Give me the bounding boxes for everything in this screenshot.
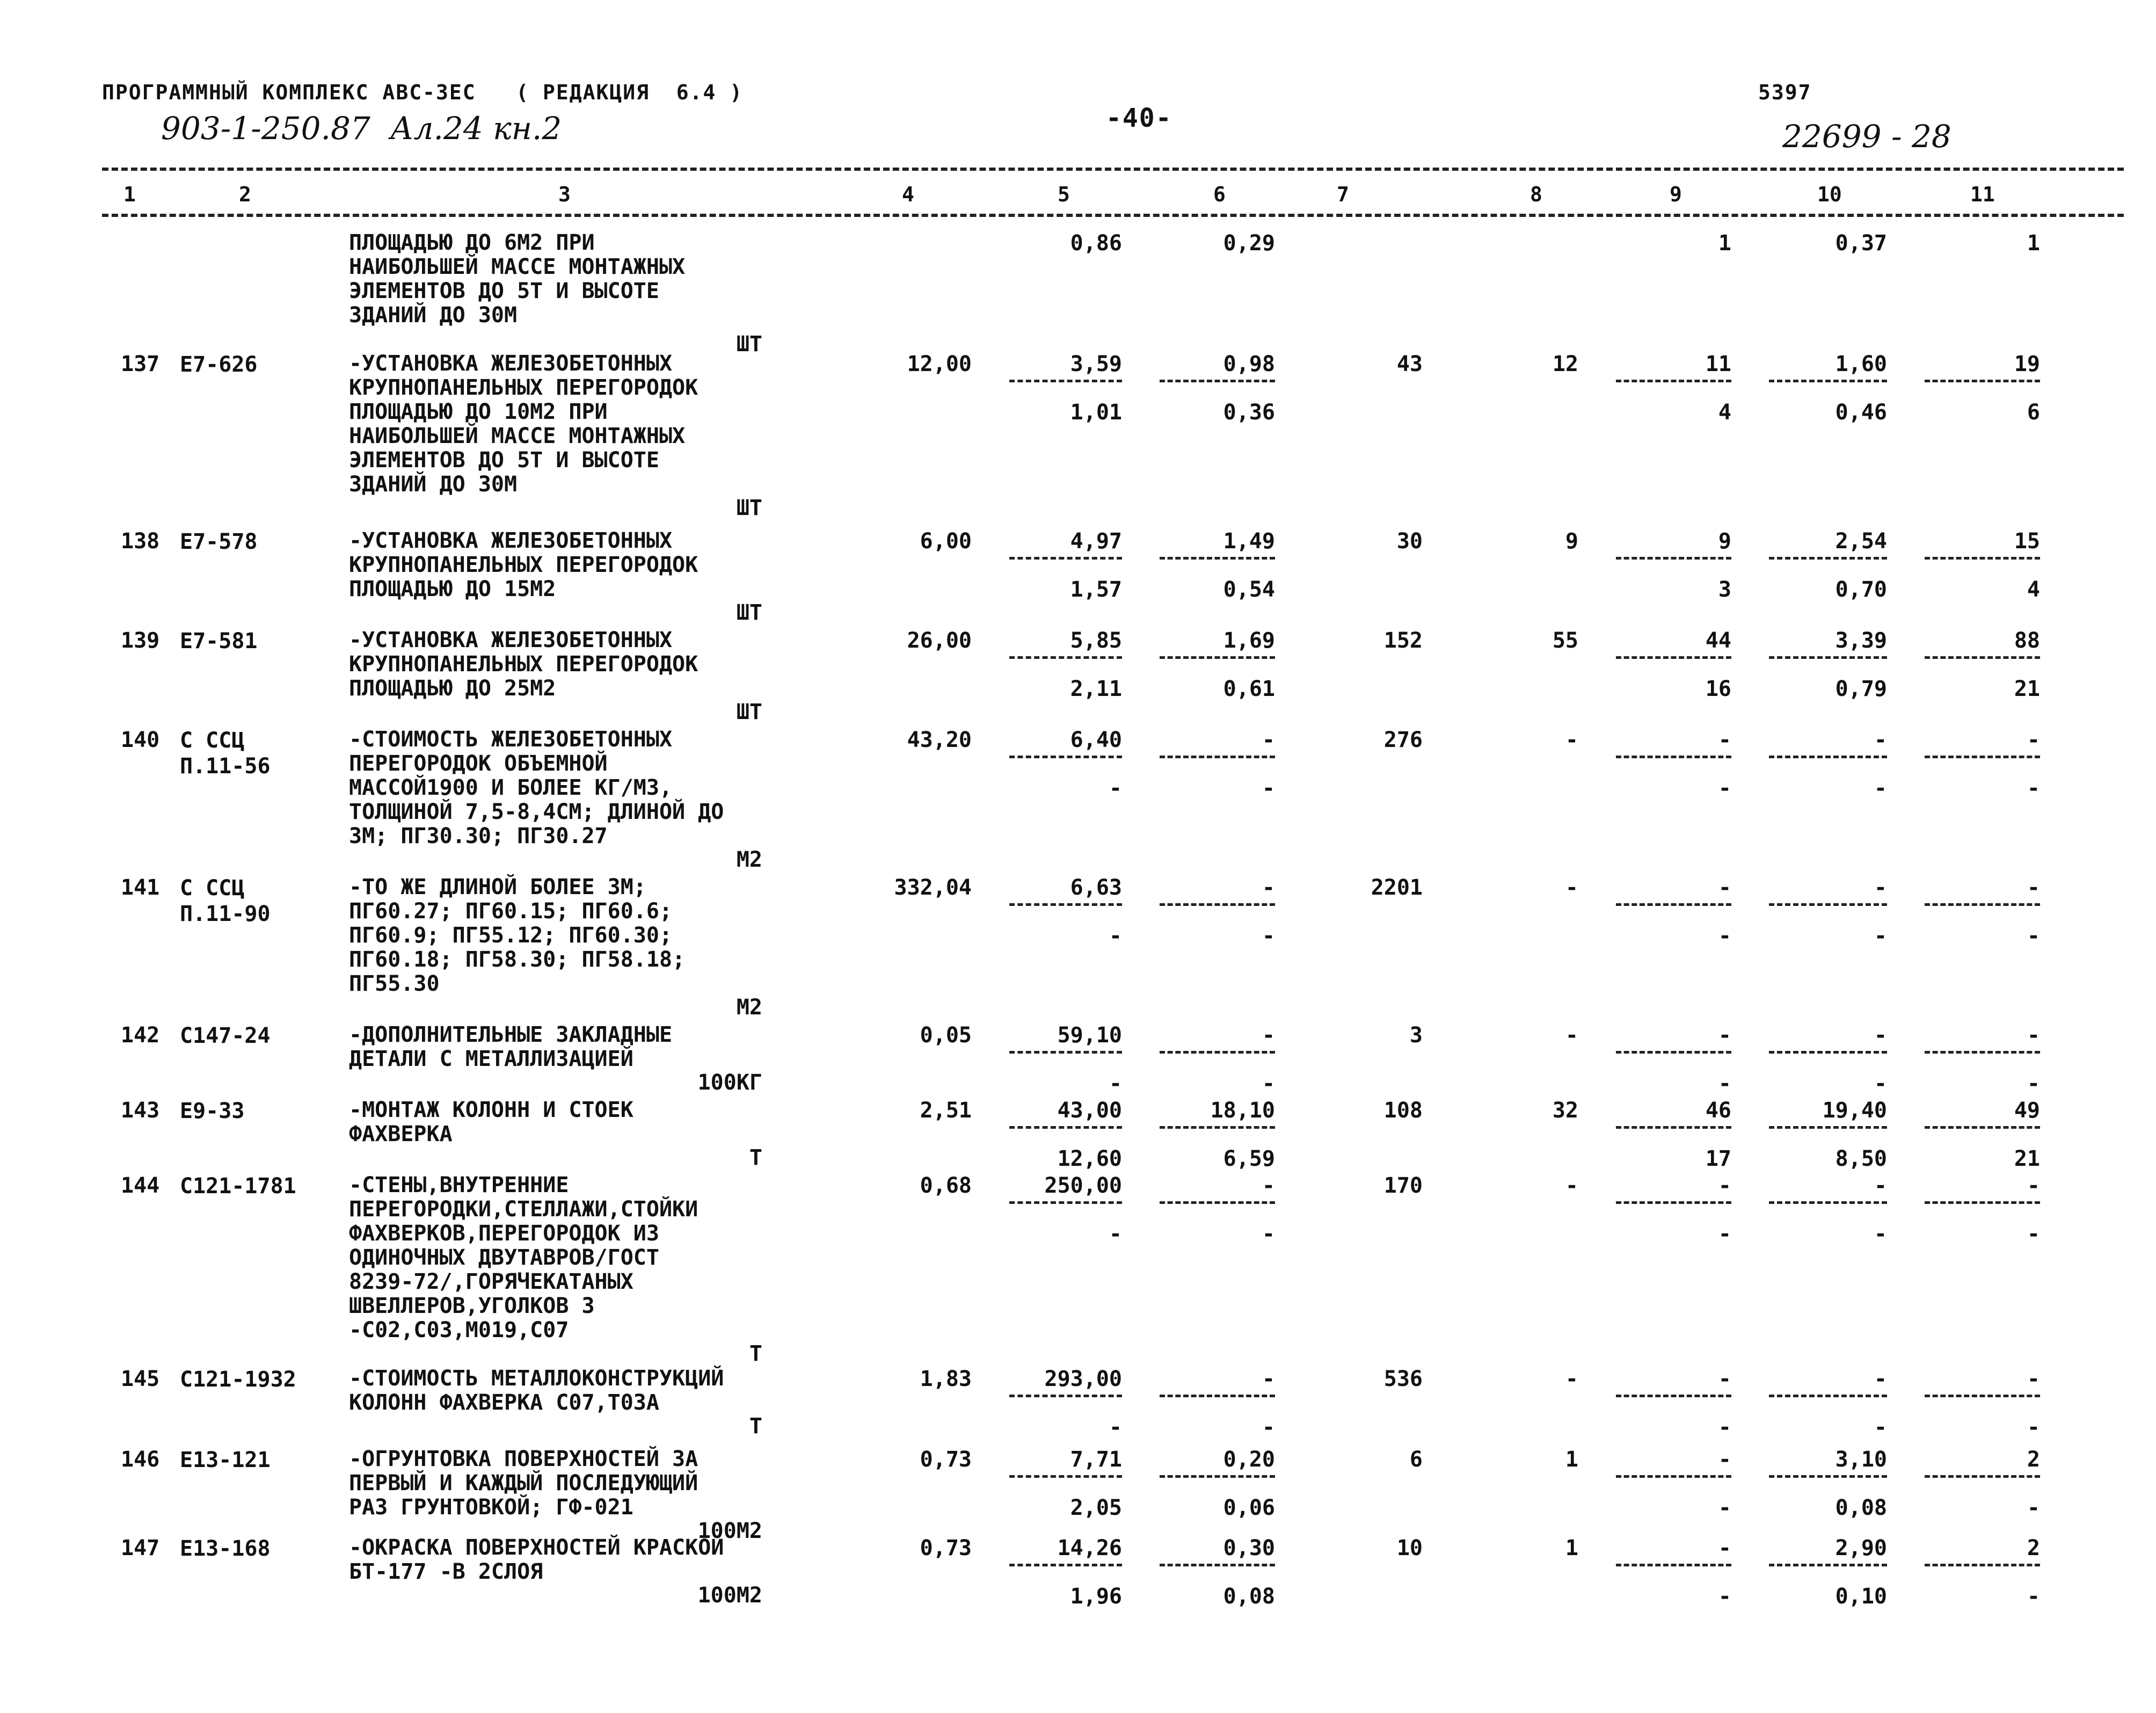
- value-c9: -: [1718, 728, 1731, 752]
- value-qty: 26,00: [907, 628, 972, 653]
- value-qty: 0,05: [920, 1023, 972, 1048]
- value-divider: [1160, 380, 1275, 382]
- row-unit: Т: [749, 1145, 762, 1170]
- value-divider: [1769, 1395, 1887, 1397]
- value-qty: 43,20: [907, 728, 972, 752]
- col-2-label: 2: [239, 183, 251, 206]
- value-c6-lower: 0,06: [1223, 1496, 1275, 1520]
- value-c11: -: [2027, 1367, 2040, 1391]
- value-c6-lower: -: [1262, 1071, 1275, 1096]
- value-c10-lower: -: [1874, 1415, 1887, 1440]
- value-c8: -: [1565, 1173, 1578, 1198]
- handwritten-reference-left: 903-1-250.87 Ал.24 кн.2: [161, 110, 562, 147]
- row-description: -УСТАНОВКА ЖЕЛЕЗОБЕТОННЫХ КРУПНОПАНЕЛЬНЫХ ПЕРЕГОРОДОК ПЛОЩАДЬЮ ДО 15М2: [349, 528, 698, 601]
- value-c6: -: [1262, 1023, 1275, 1048]
- value-c9-lower: -: [1718, 924, 1731, 948]
- value-c5: 293,00: [1044, 1367, 1122, 1391]
- row-number: 145: [121, 1367, 160, 1391]
- value-c7: 536: [1383, 1367, 1423, 1391]
- row-unit: М2: [736, 995, 762, 1020]
- row-code: Е7-578: [180, 529, 258, 554]
- value-c5: 59,10: [1057, 1023, 1122, 1048]
- row-unit: ШТ: [736, 332, 762, 357]
- value-divider: [1616, 380, 1731, 382]
- value-c9: -: [1718, 1173, 1731, 1198]
- col-7-label: 7: [1337, 183, 1349, 206]
- value-c11: -: [2027, 728, 2040, 752]
- value-c11-lower: 4: [2027, 577, 2040, 602]
- table-row: [0, 529, 2156, 628]
- value-divider: [1160, 557, 1275, 560]
- value-c10-lower: -: [1874, 1071, 1887, 1096]
- corner-number: 5397: [1758, 81, 1812, 104]
- value-c6: -: [1262, 875, 1275, 900]
- row-description: -СТОИМОСТЬ МЕТАЛЛОКОНСТРУКЦИЙ КОЛОНН ФАХВЕРКА С07,Т03А: [349, 1366, 724, 1415]
- value-divider: [1009, 1395, 1122, 1397]
- row-code: С147-24: [180, 1024, 271, 1048]
- value-c5: 3,59: [1070, 352, 1122, 376]
- row-code: С121-1781: [180, 1174, 296, 1199]
- value-c11-lower: 6: [2027, 400, 2040, 425]
- value-c5: 5,85: [1070, 628, 1122, 653]
- row-number: 139: [121, 628, 160, 653]
- row-number: 141: [121, 875, 160, 900]
- value-divider: [1616, 1475, 1731, 1478]
- value-divider: [1160, 1051, 1275, 1054]
- value-c9-lower: 16: [1705, 677, 1731, 701]
- value-qty: 0,73: [920, 1447, 972, 1472]
- value-c11-lower: -: [2027, 1415, 2040, 1440]
- value-c9: 46: [1705, 1098, 1731, 1123]
- value-divider: [1009, 557, 1122, 560]
- value-c9-lower: -: [1718, 1222, 1731, 1246]
- value-c6: 18,10: [1210, 1098, 1275, 1123]
- value-divider: [1616, 557, 1731, 560]
- row-code: С ССЦ П.11-90: [180, 876, 271, 926]
- value-c10: -: [1874, 1173, 1887, 1198]
- value-divider: [1616, 756, 1731, 758]
- row-description: -ДОПОЛНИТЕЛЬНЫЕ ЗАКЛАДНЫЕ ДЕТАЛИ С МЕТАЛЛИЗАЦИЕЙ: [349, 1022, 673, 1071]
- value-divider: [1009, 1051, 1122, 1054]
- value-c10: 3,39: [1835, 628, 1887, 653]
- value-c10: -: [1874, 1367, 1887, 1391]
- value-c7: 43: [1396, 352, 1423, 376]
- value-c5-lower: 1,01: [1070, 400, 1122, 425]
- table-row: [0, 1447, 2156, 1543]
- value-c6: -: [1262, 1173, 1275, 1198]
- row-code: С ССЦ П.11-56: [180, 728, 271, 779]
- value-c9: -: [1718, 1023, 1731, 1048]
- value-c5: 6,40: [1070, 728, 1122, 752]
- value-c9: 11: [1705, 352, 1731, 376]
- value-c5-lower: -: [1109, 1071, 1122, 1096]
- value-c5-lower: 12,60: [1057, 1146, 1122, 1171]
- table-row: [0, 1536, 2156, 1632]
- value-c8: -: [1565, 1023, 1578, 1048]
- value-c10: -: [1874, 1023, 1887, 1048]
- row-description: ПЛОЩАДЬЮ ДО 6М2 ПРИ НАИБОЛЬШЕЙ МАССЕ МОНТАЖНЫХ ЭЛЕМЕНТОВ ДО 5Т И ВЫСОТЕ ЗДАНИЙ ДО 30М: [349, 230, 686, 328]
- value-c10-lower: 0,79: [1835, 677, 1887, 701]
- value-divider: [1160, 1395, 1275, 1397]
- value-c8: 9: [1565, 529, 1578, 554]
- row-description: -МОНТАЖ КОЛОНН И СТОЕК ФАХВЕРКА: [349, 1098, 633, 1146]
- value-divider: [1925, 756, 2040, 758]
- value-c10-lower: -: [1874, 776, 1887, 801]
- value-divider: [1925, 1475, 2040, 1478]
- page-number: -40-: [1106, 103, 1172, 133]
- row-unit: 100М2: [697, 1519, 762, 1543]
- value-c9: -: [1718, 1536, 1731, 1560]
- value-divider: [1009, 1475, 1122, 1478]
- value-c11: -: [2027, 1173, 2040, 1198]
- value-c11: 15: [2014, 529, 2040, 554]
- value-divider: [1616, 1051, 1731, 1054]
- value-c10: 2,54: [1835, 529, 1887, 554]
- row-description: -СТОИМОСТЬ ЖЕЛЕЗОБЕТОННЫХ ПЕРЕГОРОДОК ОБЪЕМНОЙ МАССОЙ1900 И БОЛЕЕ КГ/М3, ТОЛЩИНОЙ 7,5-8,4СМ; ДЛИНОЙ ДО 3М; ПГ30.30; ПГ30.27: [349, 727, 724, 848]
- table-row: [0, 1023, 2156, 1098]
- value-c9-lower: -: [1718, 1584, 1731, 1609]
- value-c8: 1: [1565, 1447, 1578, 1472]
- row-description: -ОГРУНТОВКА ПОВЕРХНОСТЕЙ ЗА ПЕРВЫЙ И КАЖДЫЙ ПОСЛЕДУЮЩИЙ РАЗ ГРУНТОВКОЙ; ГФ-021: [349, 1447, 698, 1520]
- value-c7: 10: [1396, 1536, 1423, 1560]
- value-divider: [1160, 1126, 1275, 1129]
- value-c10: -: [1874, 875, 1887, 900]
- value-c9-lower: 17: [1705, 1146, 1731, 1171]
- value-c10: 3,10: [1835, 1447, 1887, 1472]
- value-c7: 276: [1383, 728, 1423, 752]
- value-c6-lower: 0,61: [1223, 677, 1275, 701]
- value-c5-lower: 2,11: [1070, 677, 1122, 701]
- value-divider: [1769, 656, 1887, 659]
- value-c11-lower: 21: [2014, 677, 2040, 701]
- table-row: [0, 1367, 2156, 1447]
- value-divider: [1160, 1564, 1275, 1566]
- row-number: 143: [121, 1098, 160, 1123]
- value-divider: [1769, 557, 1887, 560]
- row-description: -СТЕНЫ,ВНУТРЕННИЕ ПЕРЕГОРОДКИ,СТЕЛЛАЖИ,СТОЙКИ ФАХВЕРКОВ,ПЕРЕГОРОДОК ИЗ ОДИНОЧНЫХ ДВУТАВРОВ/ГОСТ 8239-72/,ГОРЯЧЕКАТАНЫХ ШВЕЛЛЕРОВ,УГОЛКОВ 3 -С02,С03,М019,С07: [349, 1173, 698, 1342]
- value-c6-lower: -: [1262, 924, 1275, 948]
- value-c8: -: [1565, 1367, 1578, 1391]
- value-c9: -: [1718, 1367, 1731, 1391]
- value-c8: 55: [1552, 628, 1578, 653]
- row-number: 146: [121, 1447, 160, 1472]
- value-divider: [1616, 903, 1731, 906]
- value-c10-lower: 0,10: [1835, 1584, 1887, 1609]
- row-number: 147: [121, 1536, 160, 1560]
- value-c6: 0,98: [1223, 352, 1275, 376]
- value-c6-lower: 6,59: [1223, 1146, 1275, 1171]
- value-divider: [1925, 1126, 2040, 1129]
- value-c11: 49: [2014, 1098, 2040, 1123]
- value-c11: 2: [2027, 1447, 2040, 1472]
- value-c7: 6: [1409, 1447, 1423, 1472]
- value-qty: 12,00: [907, 352, 972, 376]
- value-divider: [1009, 756, 1122, 758]
- value-c10: 2,90: [1835, 1536, 1887, 1560]
- value-c11-lower: -: [2027, 1071, 2040, 1096]
- value-c5-lower: 1,96: [1070, 1584, 1122, 1609]
- value-c5: 6,63: [1070, 875, 1122, 900]
- value-c10: 1,60: [1835, 352, 1887, 376]
- value-c6-lower: 0,08: [1223, 1584, 1275, 1609]
- value-c11: 88: [2014, 628, 2040, 653]
- value-divider: [1925, 1395, 2040, 1397]
- value-qty: 332,04: [894, 875, 972, 900]
- row-unit: М2: [736, 847, 762, 872]
- row-unit: ШТ: [736, 600, 762, 625]
- value-c5-lower: -: [1109, 776, 1122, 801]
- row-number: 144: [121, 1173, 160, 1198]
- value-c6: 0,30: [1223, 1536, 1275, 1560]
- value-divider: [1925, 656, 2040, 659]
- value-divider: [1925, 1564, 2040, 1566]
- value-c9: 9: [1718, 529, 1731, 554]
- value-divider: [1160, 756, 1275, 758]
- header-rule-bottom: [102, 214, 2124, 217]
- value-c7: 108: [1383, 1098, 1423, 1123]
- table-row: [0, 230, 2156, 357]
- value-c5: 0,86: [1070, 231, 1122, 256]
- row-number: 140: [121, 728, 160, 752]
- value-divider: [1009, 656, 1122, 659]
- value-c8: 32: [1552, 1098, 1578, 1123]
- value-c5-lower: -: [1109, 1222, 1122, 1246]
- value-qty: 6,00: [920, 529, 972, 554]
- value-divider: [1009, 1126, 1122, 1129]
- row-code: Е9-33: [180, 1099, 245, 1123]
- value-c6: -: [1262, 728, 1275, 752]
- row-number: 138: [121, 529, 160, 554]
- value-c9: -: [1718, 1447, 1731, 1472]
- value-c11-lower: -: [2027, 1584, 2040, 1609]
- row-unit: 100КГ: [697, 1070, 762, 1095]
- value-c5-lower: -: [1109, 1415, 1122, 1440]
- value-c6-lower: 0,36: [1223, 400, 1275, 425]
- value-divider: [1769, 1126, 1887, 1129]
- header-rule-top: [102, 168, 2124, 171]
- row-unit: ШТ: [736, 700, 762, 724]
- value-c11-lower: 21: [2014, 1146, 2040, 1171]
- value-c6: 1,49: [1223, 529, 1275, 554]
- value-divider: [1616, 1126, 1731, 1129]
- value-c6-lower: 0,54: [1223, 577, 1275, 602]
- value-c11: 1: [2027, 231, 2040, 256]
- value-c5: 7,71: [1070, 1447, 1122, 1472]
- value-c10: 19,40: [1822, 1098, 1887, 1123]
- table-row: [0, 875, 2156, 1023]
- value-c11: 2: [2027, 1536, 2040, 1560]
- row-description: -УСТАНОВКА ЖЕЛЕЗОБЕТОННЫХ КРУПНОПАНЕЛЬНЫХ ПЕРЕГОРОДОК ПЛОЩАДЬЮ ДО 25М2: [349, 628, 698, 701]
- value-c10-lower: 0,70: [1835, 577, 1887, 602]
- value-divider: [1925, 1051, 2040, 1054]
- col-4-label: 4: [902, 183, 914, 206]
- value-c8: -: [1565, 728, 1578, 752]
- value-c9-lower: -: [1718, 1415, 1731, 1440]
- value-c5: 14,26: [1057, 1536, 1122, 1560]
- value-divider: [1160, 656, 1275, 659]
- value-c5: 250,00: [1044, 1173, 1122, 1198]
- value-c9: 1: [1718, 231, 1731, 256]
- table-row: [0, 1098, 2156, 1173]
- value-divider: [1769, 1201, 1887, 1204]
- value-c5-lower: 2,05: [1070, 1496, 1122, 1520]
- row-unit: ШТ: [736, 496, 762, 520]
- value-c9-lower: -: [1718, 1496, 1731, 1520]
- value-c7: 152: [1383, 628, 1423, 653]
- value-c9: -: [1718, 875, 1731, 900]
- value-c6-lower: -: [1262, 776, 1275, 801]
- value-c10-lower: 0,46: [1835, 400, 1887, 425]
- program-header: ПРОГРАММНЫЙ КОМПЛЕКС АВС-3ЕС ( РЕДАКЦИЯ 6.4 ): [102, 81, 744, 104]
- value-c11-lower: -: [2027, 776, 2040, 801]
- value-c10-lower: 8,50: [1835, 1146, 1887, 1171]
- row-unit: Т: [749, 1414, 762, 1439]
- col-9-label: 9: [1670, 183, 1682, 206]
- value-c11: -: [2027, 875, 2040, 900]
- value-c10-lower: -: [1874, 924, 1887, 948]
- col-6-label: 6: [1213, 183, 1226, 206]
- value-divider: [1769, 903, 1887, 906]
- value-c7: 170: [1383, 1173, 1423, 1198]
- value-c10-lower: -: [1874, 1222, 1887, 1246]
- table-row: [0, 352, 2156, 529]
- value-c9: 44: [1705, 628, 1731, 653]
- value-divider: [1009, 380, 1122, 382]
- value-divider: [1769, 1475, 1887, 1478]
- value-c8: 1: [1565, 1536, 1578, 1560]
- value-divider: [1925, 1201, 2040, 1204]
- col-10-label: 10: [1817, 183, 1842, 206]
- value-divider: [1769, 1564, 1887, 1566]
- row-code: Е7-626: [180, 352, 258, 377]
- row-unit: 100М2: [697, 1583, 762, 1608]
- col-11-label: 11: [1970, 183, 1995, 206]
- value-qty: 2,51: [920, 1098, 972, 1123]
- row-number: 142: [121, 1023, 160, 1048]
- value-c6: -: [1262, 1367, 1275, 1391]
- value-c8: -: [1565, 875, 1578, 900]
- value-c10: 0,37: [1835, 231, 1887, 256]
- value-c10-lower: 0,08: [1835, 1496, 1887, 1520]
- value-divider: [1769, 380, 1887, 382]
- row-description: -УСТАНОВКА ЖЕЛЕЗОБЕТОННЫХ КРУПНОПАНЕЛЬНЫХ ПЕРЕГОРОДОК ПЛОЩАДЬЮ ДО 10М2 ПРИ НАИБОЛЬШЕЙ МАССЕ МОНТАЖНЫХ ЭЛЕМЕНТОВ ДО 5Т И ВЫСОТЕ ЗДАНИЙ ДО 30М: [349, 351, 698, 497]
- value-c5-lower: -: [1109, 924, 1122, 948]
- value-c5: 4,97: [1070, 529, 1122, 554]
- col-3-label: 3: [558, 183, 571, 206]
- table-row: [0, 728, 2156, 875]
- handwritten-reference-right: 22699 - 28: [1782, 118, 1951, 155]
- value-c11: 19: [2014, 352, 2040, 376]
- value-divider: [1009, 1201, 1122, 1204]
- value-c11: -: [2027, 1023, 2040, 1048]
- value-c6-lower: -: [1262, 1415, 1275, 1440]
- value-c10: -: [1874, 728, 1887, 752]
- value-c6: 1,69: [1223, 628, 1275, 653]
- value-c5-lower: 1,57: [1070, 577, 1122, 602]
- row-code: Е7-581: [180, 629, 258, 654]
- row-code: С121-1932: [180, 1367, 296, 1392]
- value-c11-lower: -: [2027, 924, 2040, 948]
- value-divider: [1160, 1201, 1275, 1204]
- value-qty: 1,83: [920, 1367, 972, 1391]
- value-divider: [1925, 557, 2040, 560]
- row-description: -ТО ЖЕ ДЛИНОЙ БОЛЕЕ 3М; ПГ60.27; ПГ60.15; ПГ60.6; ПГ60.9; ПГ55.12; ПГ60.30; ПГ60.18; ПГ58.30; ПГ58.18; ПГ55.30: [349, 875, 686, 996]
- value-divider: [1769, 756, 1887, 758]
- table-row: [0, 1173, 2156, 1367]
- table-row: [0, 628, 2156, 728]
- value-c5: 43,00: [1057, 1098, 1122, 1123]
- col-5-label: 5: [1058, 183, 1070, 206]
- value-divider: [1925, 380, 2040, 382]
- value-qty: 0,73: [920, 1536, 972, 1560]
- value-divider: [1925, 903, 2040, 906]
- value-divider: [1160, 903, 1275, 906]
- value-c9-lower: -: [1718, 1071, 1731, 1096]
- value-divider: [1009, 903, 1122, 906]
- value-c6-lower: -: [1262, 1222, 1275, 1246]
- value-c9-lower: 4: [1718, 400, 1731, 425]
- row-unit: Т: [749, 1341, 762, 1366]
- value-divider: [1616, 1395, 1731, 1397]
- value-c9-lower: 3: [1718, 577, 1731, 602]
- value-c7: 2201: [1371, 875, 1423, 900]
- value-divider: [1769, 1051, 1887, 1054]
- value-c11-lower: -: [2027, 1222, 2040, 1246]
- value-c6: 0,29: [1223, 231, 1275, 256]
- col-1-label: 1: [123, 183, 136, 206]
- value-divider: [1616, 1201, 1731, 1204]
- value-c9-lower: -: [1718, 776, 1731, 801]
- row-description: -ОКРАСКА ПОВЕРХНОСТЕЙ КРАСКОЙ БТ-177 -В 2СЛОЯ: [349, 1535, 724, 1584]
- value-c7: 3: [1409, 1023, 1423, 1048]
- value-divider: [1616, 1564, 1731, 1566]
- value-qty: 0,68: [920, 1173, 972, 1198]
- row-code: Е13-121: [180, 1448, 271, 1472]
- value-c11-lower: -: [2027, 1496, 2040, 1520]
- row-number: 137: [121, 352, 160, 376]
- value-divider: [1616, 656, 1731, 659]
- value-divider: [1009, 1564, 1122, 1566]
- value-c7: 30: [1396, 529, 1423, 554]
- column-number-row: [102, 183, 2124, 207]
- value-c8: 12: [1552, 352, 1578, 376]
- value-divider: [1160, 1475, 1275, 1478]
- row-code: Е13-168: [180, 1536, 271, 1561]
- col-8-label: 8: [1530, 183, 1542, 206]
- value-c6: 0,20: [1223, 1447, 1275, 1472]
